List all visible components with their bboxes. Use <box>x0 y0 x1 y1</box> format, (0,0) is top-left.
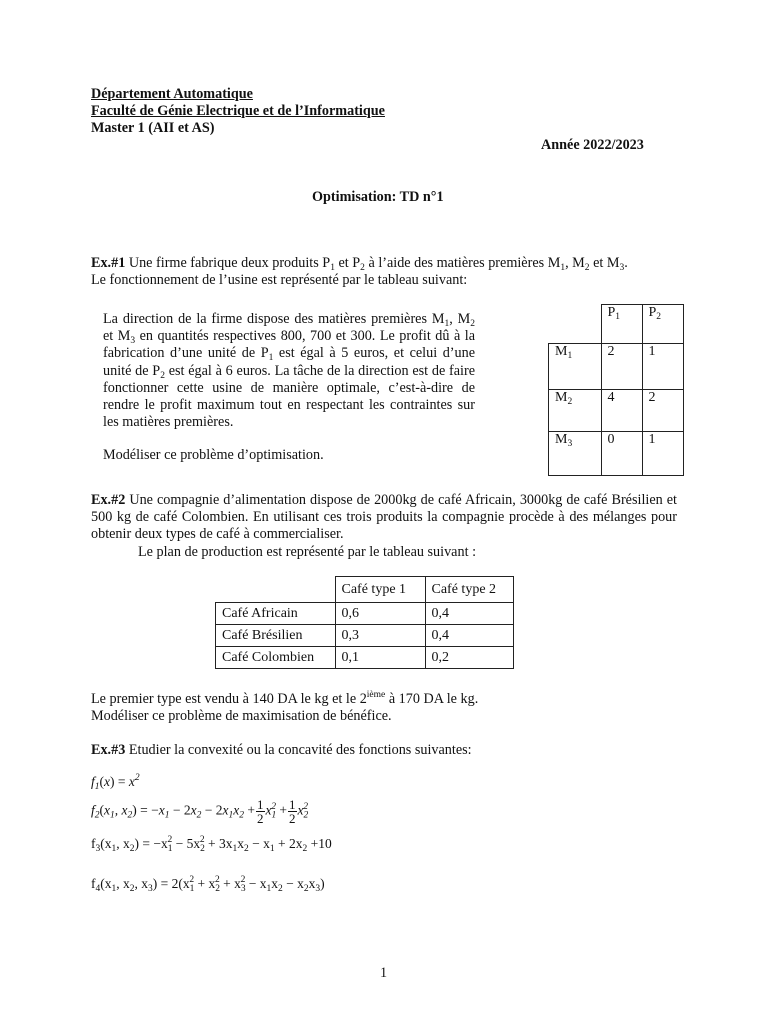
ex1-table <box>548 304 684 476</box>
table-cell: 0,3 <box>335 625 425 647</box>
academic-year: Année 2022/2023 <box>541 137 644 153</box>
ex1-intro-line2: Le fonctionnement de l’usine est représenté par le tableau suivant: <box>91 272 468 288</box>
table-cell: 0,1 <box>335 647 425 669</box>
table-row <box>216 625 514 647</box>
ex2-paragraph: Ex.#2 Une compagnie d’alimentation dispose de 2000kg de café Africain, 3000kg de café Brésilien et 500 kg de café Colombien. En utilisant ces trois produits la compagnie procède à des mélanges pour obtenir deux types de café à commercialiser. <box>91 492 677 543</box>
table-cell: 0,6 <box>335 603 425 625</box>
table-cell: 0,4 <box>425 603 513 625</box>
page-number: 1 <box>380 965 388 981</box>
table-row <box>549 432 684 476</box>
row-label: $M_1$ <box>549 344 602 390</box>
ex3-intro: Ex.#3 Etudier la convexité ou la concavité des fonctions suivantes: <box>91 742 472 758</box>
table-cell: 0,2 <box>425 647 513 669</box>
table-cell: 0,4 <box>425 625 513 647</box>
table-header-row <box>549 305 684 344</box>
master-heading: Master 1 (AII et AS) <box>91 120 215 136</box>
table-row <box>216 603 514 625</box>
ex2-label: Ex.#2 <box>91 492 126 508</box>
ex1-label: Ex.#1 <box>91 255 126 271</box>
department-heading: Département Automatique <box>91 86 253 102</box>
table-row <box>216 647 514 669</box>
table-header-row <box>216 577 514 603</box>
ex1-paragraph: La direction de la firme dispose des matières premières $M_1$, $M_2$ et $M_3$ en quantités respectives 800, 700 et 300. Le profit dû à la fabrication d’une unité de $P_1$ est égal à 5 euros, et celui d’une unité de $P_2$ est égal à 6 euros. La tâche de la direction est de faire fonctionner cette usine de manière optimale, c’est-à-dire de rendre le profit maximum tout en respectant les contraintes sur les matières premières. <box>103 311 476 431</box>
ex2-table <box>215 576 514 669</box>
table-row <box>549 390 684 432</box>
row-label: Café Colombien <box>216 647 336 669</box>
table-header-cell: $P_1$ <box>601 305 642 344</box>
ex2-task: Modéliser ce problème de maximisation de bénéfice. <box>91 708 392 724</box>
ex1-task: Modéliser ce problème d’optimisation. <box>103 447 324 463</box>
table-header-cell: Café type 2 <box>425 577 513 603</box>
formula-f4: $f_4(x_1$, $x_2$, $x_3) = 2(x_1^2 + x_2^2 + x_3^2 - x_1x_2 - x_2x_3)$ <box>91 875 325 894</box>
table-cell: 0 <box>601 432 642 476</box>
document-title: Optimisation: TD n°1 <box>312 189 444 205</box>
row-label: Café Africain <box>216 603 336 625</box>
ex2-plan: Le plan de production est représenté par le tableau suivant : <box>138 544 477 560</box>
table-cell: 2 <box>642 390 683 432</box>
table-header-cell: Café type 1 <box>335 577 425 603</box>
table-corner <box>216 577 336 603</box>
table-cell: 1 <box>642 344 683 390</box>
table-cell: 4 <box>601 390 642 432</box>
formula-f2: $f_2(x_1$, $x_2) = -x_1 - 2x_2 - 2x_1x_2$ + $\frac{1}{2}$ $x_1^2$ + $\frac{1}{2}$ $x_2^2$ <box>91 797 309 826</box>
formula-f1: $f_1(x) = x^2$ <box>91 773 140 792</box>
ex1-intro: Ex.#1 Une firme fabrique deux produits $P_1$ et $P_2$ à l’aide des matières premières $M_1$, $M_2$ et $M_3$. <box>91 255 628 273</box>
formula-f3: $f_3(x_1$, $x_2) = -x_1^2 - 5x_2^2 + 3x_1x_2 - x_1 + 2x_2 +10$ <box>91 835 332 854</box>
table-cell: 2 <box>601 344 642 390</box>
ex2-price: Le premier type est vendu à 140 DA le kg et le 2ième à 170 DA le kg. <box>91 690 479 707</box>
row-label: $M_3$ <box>549 432 602 476</box>
table-header-cell: $P_2$ <box>642 305 683 344</box>
table-row <box>549 344 684 390</box>
faculty-heading: Faculté de Génie Electrique et de l’Informatique <box>91 103 385 119</box>
ex3-label: Ex.#3 <box>91 742 126 758</box>
table-cell: 1 <box>642 432 683 476</box>
row-label: $M_2$ <box>549 390 602 432</box>
row-label: Café Brésilien <box>216 625 336 647</box>
table-corner <box>549 305 602 344</box>
